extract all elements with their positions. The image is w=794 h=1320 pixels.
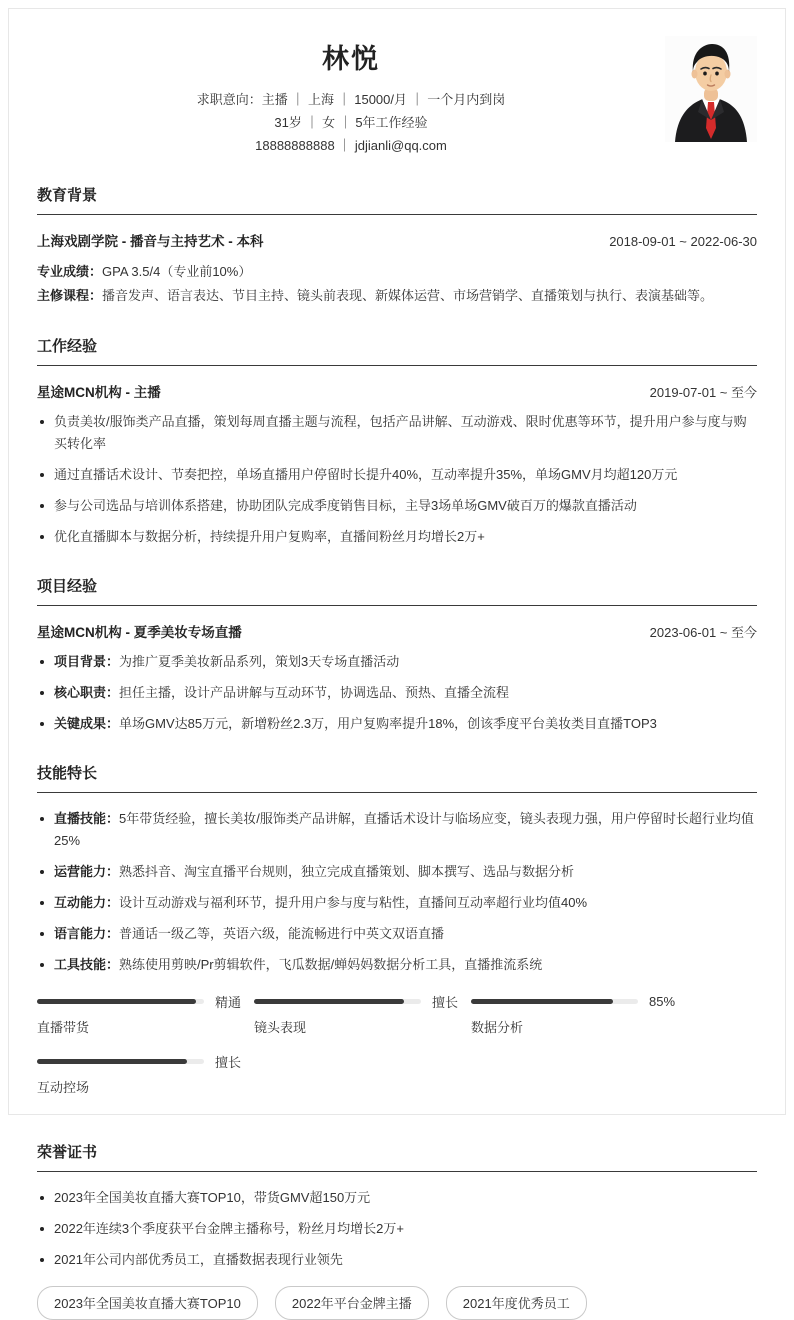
work-bullet: 参与公司选品与培训体系搭建，协助团队完成季度销售目标，主导3场单场GMV破百万的爆款直播活动 [37,495,757,517]
basic-info-line: 31岁 ｜ 女 ｜ 5年工作经验 [274,115,428,130]
skill-bullet [37,923,757,945]
section-title-work: 工作经验 [37,338,98,355]
skill-bar-level: 精通 [215,994,242,1010]
section-divider [37,214,757,215]
skill-bullet-text: 设计互动游戏与福利环节，提升用户参与度与粘性，直播间互动率超行业均值40% [119,895,588,910]
education-gpa-label: 专业成绩： [37,264,103,279]
work-company-role: 星途MCN机构 - 主播 [37,385,161,400]
skill-bullet [37,892,757,914]
work-bullet: 优化直播脚本与数据分析，持续提升用户复购率，直播间粉丝月均增长2万+ [37,526,757,548]
skill-bar-fill [254,999,404,1004]
project-bullet [37,682,757,704]
section-title-project: 项目经验 [37,578,98,595]
candidate-name: 林悦 [322,44,380,74]
work-entry-head [37,381,757,401]
skill-bullet-label: 工具技能： [54,957,120,972]
skill-bullet-label: 运营能力： [54,864,120,879]
skill-bar-track [254,999,421,1004]
education-courses-label: 主修课程： [37,288,103,303]
section-title-skills: 技能特长 [37,765,98,782]
project-bullet-label: 核心职责： [54,685,120,700]
skill-bar-name: 互动控场 [37,1080,90,1095]
header-text-block [37,27,665,157]
project-bullet [37,713,757,735]
education-school: 上海戏剧学院 - 播音与主持艺术 - 本科 [37,234,264,249]
honor-tag: 2023年全国美妆直播大赛TOP10 [37,1286,258,1320]
skill-bar-data-analysis [471,994,688,1036]
skill-bar-fill [37,1059,187,1064]
skill-bullet-label: 语言能力： [54,926,120,941]
skill-bar-audience-engagement [37,1054,254,1096]
project-bullet [37,651,757,673]
project-bullet-label: 关键成果： [54,716,120,731]
honor-bullet: 2023年全国美妆直播大赛TOP10，带货GMV超150万元 [37,1187,757,1209]
work-dates: 2019-07-01 ~ 至今 [649,385,757,400]
skill-bar-name: 直播带货 [37,1020,90,1035]
skill-bullet-label: 互动能力： [54,895,120,910]
project-bullet-label: 项目背景： [54,654,120,669]
skill-bar-track [37,999,204,1004]
section-divider [37,365,757,366]
education-gpa-value: GPA 3.5/4（专业前10%） [102,264,252,279]
project-dates: 2023-06-01 ~ 至今 [649,625,757,640]
resume-header [37,27,757,157]
skill-bar-track [37,1059,204,1064]
skill-bar-camera-presence [254,994,471,1036]
skill-bar-track [471,999,638,1004]
education-entry-head [37,230,757,250]
skill-bar-live-commerce [37,994,254,1036]
job-intention-line: 求职意向：主播 ｜ 上海 ｜ 15000/月 ｜ 一个月内到岗 [196,92,506,107]
section-title-education: 教育背景 [37,187,98,204]
section-education [37,184,757,308]
skill-bars [37,994,757,1114]
profile-photo [665,36,757,142]
skill-bullet [37,954,757,976]
project-entry-head [37,621,757,641]
skill-bar-level: 擅长 [215,1054,242,1070]
skills-bullet-list [37,808,757,976]
skill-bar-fill [37,999,196,1004]
skill-bar-fill [471,999,613,1004]
education-gpa [37,260,757,284]
skill-bullet-text: 普通话一级乙等，英语六级，能流畅进行中英文双语直播 [119,926,445,941]
section-honors [37,1141,757,1320]
section-divider [37,1171,757,1172]
skill-bullet-text: 熟练使用剪映/Pr剪辑软件，飞瓜数据/蝉妈妈数据分析工具，直播推流系统 [119,957,543,972]
education-courses [37,284,757,308]
project-bullet-list [37,651,757,735]
section-work-experience [37,335,757,548]
honor-tag: 2021年度优秀员工 [446,1286,587,1320]
skill-bullet-text: 熟悉抖音、淘宝直播平台规则，独立完成直播策划、脚本撰写、选品与数据分析 [119,864,575,879]
section-title-honors: 荣誉证书 [37,1144,98,1161]
honor-tag: 2022年平台金牌主播 [275,1286,429,1320]
work-bullet: 负责美妆/服饰类产品直播，策划每周直播主题与流程，包括产品讲解、互动游戏、限时优惠等环节，提升用户参与度与购买转化率 [37,411,757,455]
skill-bar-name: 镜头表现 [254,1020,307,1035]
honor-bullet: 2022年连续3个季度获平台金牌主播称号，粉丝月均增长2万+ [37,1218,757,1240]
honor-bullet: 2021年公司内部优秀员工，直播数据表现行业领先 [37,1249,757,1271]
education-courses-value: 播音发声、语言表达、节目主持、镜头前表现、新媒体运营、市场营销学、直播策划与执行、表演基础等。 [102,288,714,303]
work-bullet-list [37,411,757,548]
education-dates: 2018-09-01 ~ 2022-06-30 [609,234,757,249]
skill-bullet-label: 直播技能： [54,811,120,826]
project-bullet-text: 单场GMV达85万元，新增粉丝2.3万，用户复购率提升18%，创该季度平台美妆类目直播TOP3 [119,716,657,731]
section-divider [37,605,757,606]
work-bullet: 通过直播话术设计、节奏把控，单场直播用户停留时长提升40%，互动率提升35%，单场GMV月均超120万元 [37,464,757,486]
section-divider [37,792,757,793]
skill-bar-level: 擅长 [432,994,459,1010]
project-bullet-text: 担任主播，设计产品讲解与互动环节，协调选品、预热、直播全流程 [119,685,510,700]
profile-photo-illustration [665,36,757,142]
honors-bullet-list [37,1187,757,1271]
section-skills [37,762,757,1114]
skill-bullet-text: 5年带货经验，擅长美妆/服饰类产品讲解，直播话术设计与临场应变，镜头表现力强，用户停留时长超行业均值25% [54,811,754,848]
skill-bar-name: 数据分析 [471,1020,524,1035]
resume-page [8,8,786,1311]
project-name: 星途MCN机构 - 夏季美妆专场直播 [37,625,242,640]
skill-bar-level: 85% [649,993,676,1009]
skill-bullet [37,808,757,852]
contact-line: 18888888888 ｜ jdjianli@qq.com [255,138,447,153]
section-project-experience [37,575,757,735]
honor-tags [37,1286,757,1320]
project-bullet-text: 为推广夏季美妆新品系列，策划3天专场直播活动 [119,654,400,669]
skill-bullet [37,861,757,883]
